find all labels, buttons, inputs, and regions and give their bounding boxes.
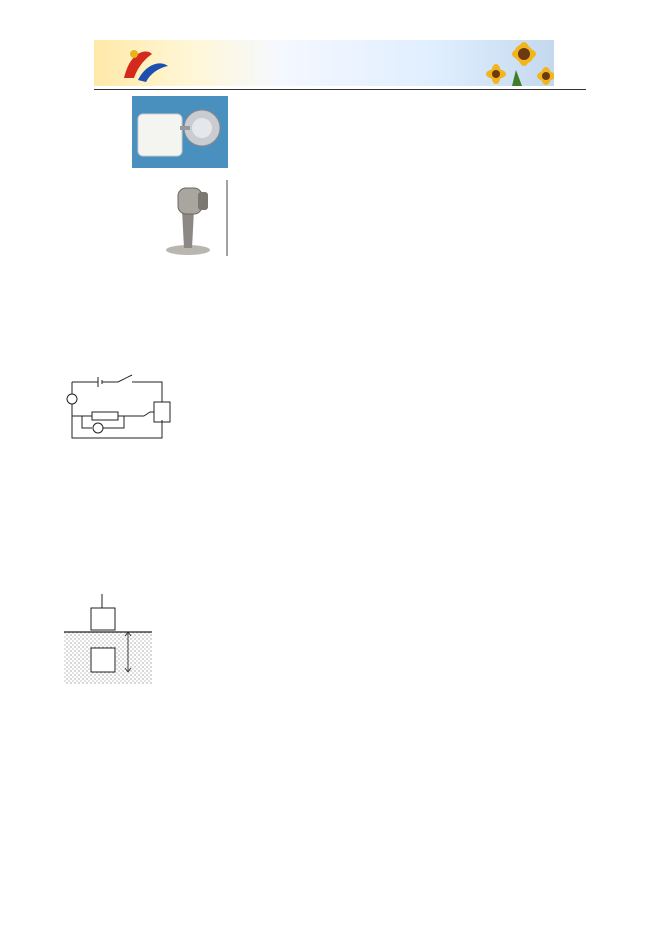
site-logo [116, 44, 174, 84]
door-stop-photo [132, 180, 228, 256]
header-banner [94, 40, 554, 86]
figure-jia [62, 590, 154, 700]
circuit-diagram [62, 372, 172, 444]
figure-yi-chart [160, 588, 300, 700]
sunflower-image [472, 40, 554, 86]
header-rule [94, 89, 586, 90]
bell-photo [132, 96, 228, 168]
